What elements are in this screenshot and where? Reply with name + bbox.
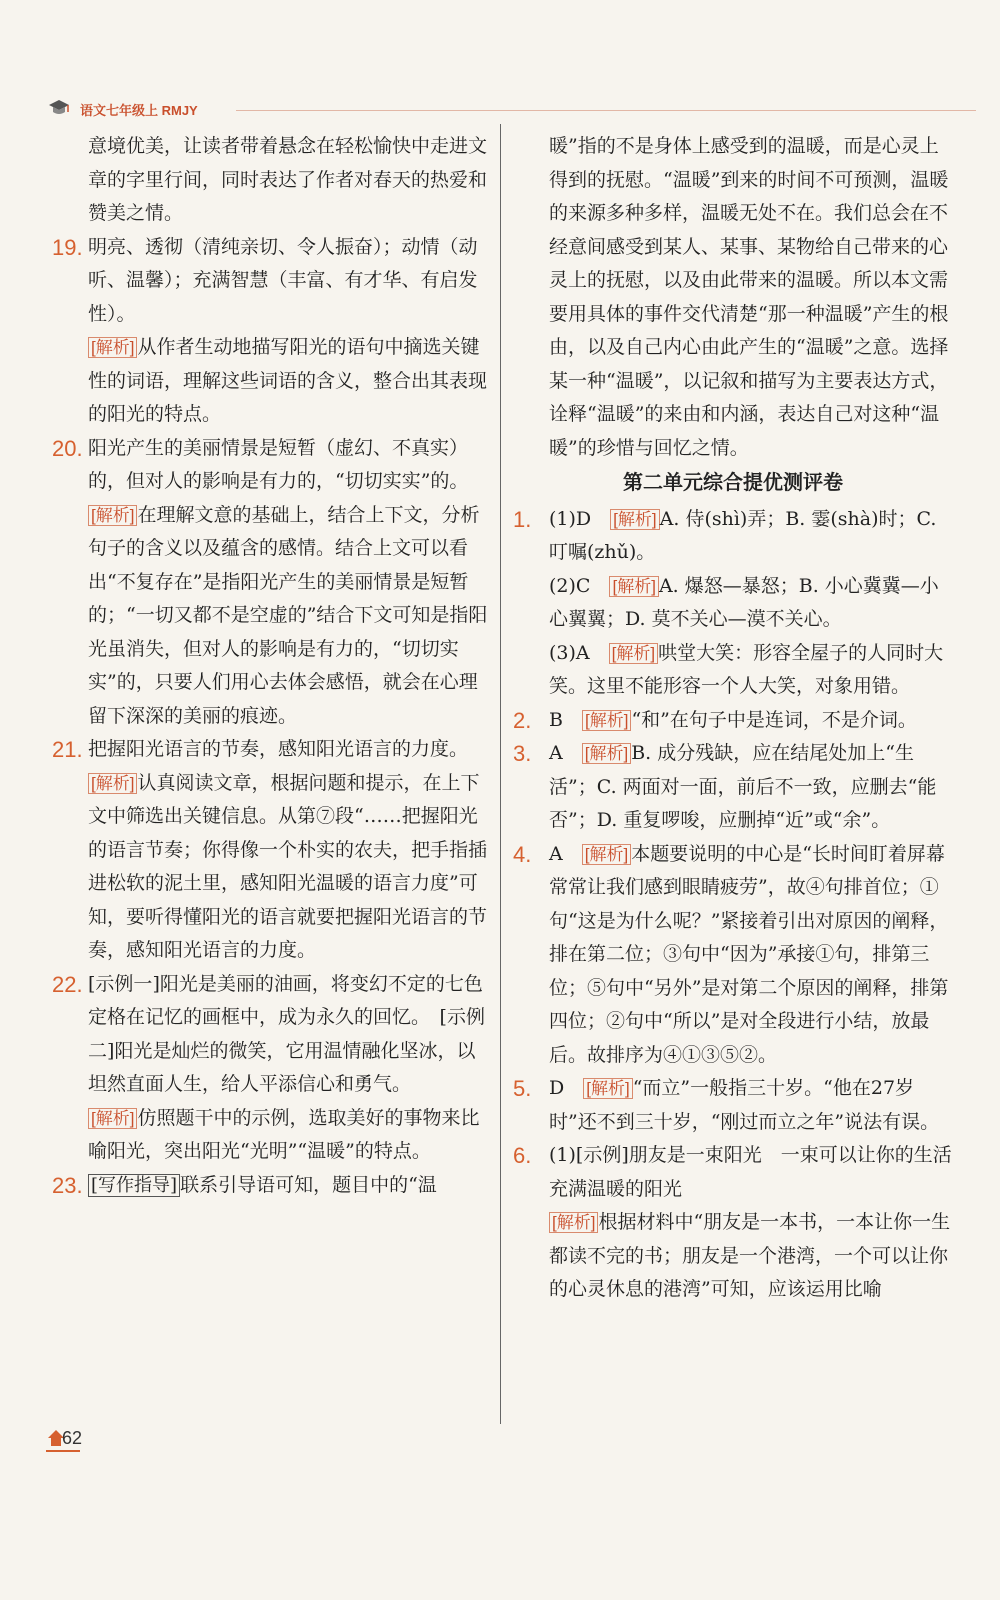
analysis-tag: [解析] (88, 1108, 137, 1129)
analysis-tag: [解析] (88, 337, 137, 358)
page-number (46, 1426, 86, 1452)
answer-1-part-2: (2)C [解析] A. 爆怒—暴怒；B. 小心冀冀—小心翼翼；D. 莫不关心—漠不关心。 (549, 574, 939, 630)
analysis-tag: [解析] (88, 773, 137, 794)
right-column (513, 130, 953, 1307)
header-title: 语文七年级上 RMJY (80, 103, 198, 118)
answer-text: 联系引导语可知，题目中的“温 (180, 1173, 437, 1196)
answer-6: 6. (1)[示例]朋友是一束阳光 一束可以让你的生活充满温暖的阳光 (513, 1139, 953, 1206)
answer-20 (52, 432, 492, 499)
answer-number: 6. (513, 1143, 532, 1168)
page-number-underline (46, 1450, 80, 1452)
writing-guide-tag: [写作指导] (88, 1174, 180, 1197)
answer-2: 2. B [解析] “和”在句子中是连词，不是介词。 (513, 704, 953, 738)
analysis-tag: [解析] (609, 643, 658, 664)
answer-text-2: 阳光是灿烂的微笑，它用温情融化坚冰，以坦然直面人生，给人平添信心和勇气。 (88, 1039, 476, 1095)
answer-text: 把握阳光语言的节奏，感知阳光语言的力度。 (88, 738, 469, 760)
analysis-tag: [解析] (582, 743, 631, 764)
example-label: 示例 (583, 1144, 622, 1166)
analysis-6: [解析] 根据材料中“朋友是一本书，一本让你一生都读不完的书；朋友是一个港湾，一个可以让你的心灵休息的港湾”可知，应该运用比喻 (549, 1211, 951, 1300)
answer-number: 21. (52, 737, 83, 762)
answer-1: 1. (1)D [解析] A. 侍(shì)弄；B. 霎(shà)时；C. 叮嘱(zhǔ)。 (513, 503, 953, 570)
answer-1-part-3: (3)A [解析] 哄堂大笑：形容全屋子的人同时大笑。这里不能形容一个人大笑，对象用错。 (549, 641, 944, 697)
answer-text: 明亮、透彻（清纯亲切、令人振奋）；动情（动听、温馨）；充满智慧（丰富、有才华、有启发性）。 (88, 235, 478, 325)
answer-number: 2. (513, 707, 532, 733)
q18-continuation: 意境优美，让读者带着悬念在轻松愉快中走进文章的字里行间，同时表达了作者对春天的热爱和赞美之情。 (88, 135, 488, 224)
analysis-tag: [解析] (582, 710, 631, 731)
answer-number: 5. (513, 1076, 532, 1101)
answer-23 (52, 1169, 492, 1203)
graduation-cap-icon (48, 98, 70, 118)
answer-19 (52, 231, 492, 332)
analysis-text: 从作者生动地描写阳光的语句中摘选关键性的词语，理解这些词语的含义，整合出其表现的阳光的特点。 (88, 336, 488, 425)
analysis-tag: [解析] (582, 844, 631, 865)
answer-number: 20. (52, 435, 83, 461)
answer-number: 1. (513, 506, 532, 532)
answer-text: 阳光是美丽的油画，将变幻不定的七色定格在记忆的画框中，成为永久的回忆。 (88, 972, 483, 1028)
analysis-text: 在理解文意的基础上，结合上下文，分析句子的含义以及蕴含的感情。结合上文可以看出“不复存在”是指阳光产生的美丽情景是短暂的；“一切又都不是空虚的”结合下文可知是指阳光虽消失，但对人的影响是有力的，“切切实实”的，只要人们用心去体会感悟，就会在心理留下深深的美丽的痕迹。 (88, 503, 488, 727)
answer-number: 23. (52, 1172, 83, 1198)
answer-number: 19. (52, 234, 83, 260)
answer-5: 5. D [解析] “而立”一般指三十岁。“他在27岁时”还不到三十岁，“刚过而立之年”说法有误。 (513, 1072, 953, 1139)
answer-22: 22. [示例一]阳光是美丽的油画，将变幻不定的七色定格在记忆的画框中，成为永久的回忆。 [示例二]阳光是灿烂的微笑，它用温情融化坚冰，以坦然直面人生，给人平添信心和勇气。 (52, 968, 492, 1102)
analysis-19 (52, 331, 492, 432)
answer-number: 22. (52, 971, 83, 997)
analysis-tag: [解析] (610, 509, 659, 530)
analysis-tag: [解析] (609, 576, 658, 597)
example-two-label: 示例二 (88, 1006, 485, 1062)
example-one-label: 示例一 (95, 972, 153, 995)
column-divider (500, 124, 501, 1424)
answer-3: 3. A [解析] B. 成分残缺，应在结尾处加上“生活”；C. 两面对一面，前后不一致，应删去“能否”；D. 重复啰唆，应删掉“近”或“余”。 (513, 737, 953, 838)
answer-text: 阳光产生的美丽情景是短暂（虚幻、不真实）的，但对人的影响是有力的，“切切实实”的。 (88, 436, 469, 492)
analysis-tag: [解析] (88, 505, 137, 526)
analysis-21 (52, 767, 492, 968)
answer-number: 3. (513, 741, 532, 766)
left-column (52, 130, 492, 1202)
page-number-text: 62 (62, 1428, 83, 1448)
answer-4: 4. A [解析] 本题要说明的中心是“长时间盯着屏幕常常让我们感到眼睛疲劳”，故④句排首位；①句“这是为什么呢？”紧接着引出对原因的阐释，排在第二位；③句中“因为”承接①句，排第三位；⑤句中“另外”是对第二个原因的阐释，排第四位；②句中“所以”是对全段进行小结，放最后。故排序为④①③⑤②。 (513, 838, 953, 1073)
analysis-text: 仿照题干中的示例，选取美好的事物来比喻阳光，突出阳光“光明”“温暖”的特点。 (88, 1106, 480, 1162)
answer-21 (52, 733, 492, 767)
analysis-22 (52, 1102, 492, 1169)
analysis-20 (52, 499, 492, 734)
q23-continuation: 暖”指的不是身体上感受到的温暖，而是心灵上得到的抚慰。“温暖”到来的时间不可预测，温暖的来源多种多样，温暖无处不在。我们总会在不经意间感受到某人、某事、某物给自己带来的心灵上的抚慰，以及由此带来的温暖。所以本文需要用具体的事件交代清楚“那一种温暖”产生的根由，以及自己内心由此产生的“温暖”之意。选择某一种“温暖”，以记叙和描写为主要表达方式，诠释“温暖”的来由和内涵，表达自己对这种“温暖”的珍惜与回忆之情。 (549, 135, 949, 459)
analysis-text: 认真阅读文章，根据问题和提示，在上下文中筛选出关键信息。从第⑦段“……把握阳光的语言节奏；你得像一个朴实的农夫，把手指插进松软的泥土里，感知阳光温暖的语言力度”可知，要听得懂阳光的语言就要把握阳光语言的节奏，感知阳光语言的力度。 (88, 771, 488, 961)
section-title: 第二单元综合提优测评卷 (623, 472, 843, 494)
analysis-tag: [解析] (583, 1078, 632, 1099)
page-header (48, 96, 948, 124)
header-rule (236, 110, 976, 111)
answer-number: 4. (513, 841, 532, 867)
analysis-tag: [解析] (549, 1212, 598, 1233)
